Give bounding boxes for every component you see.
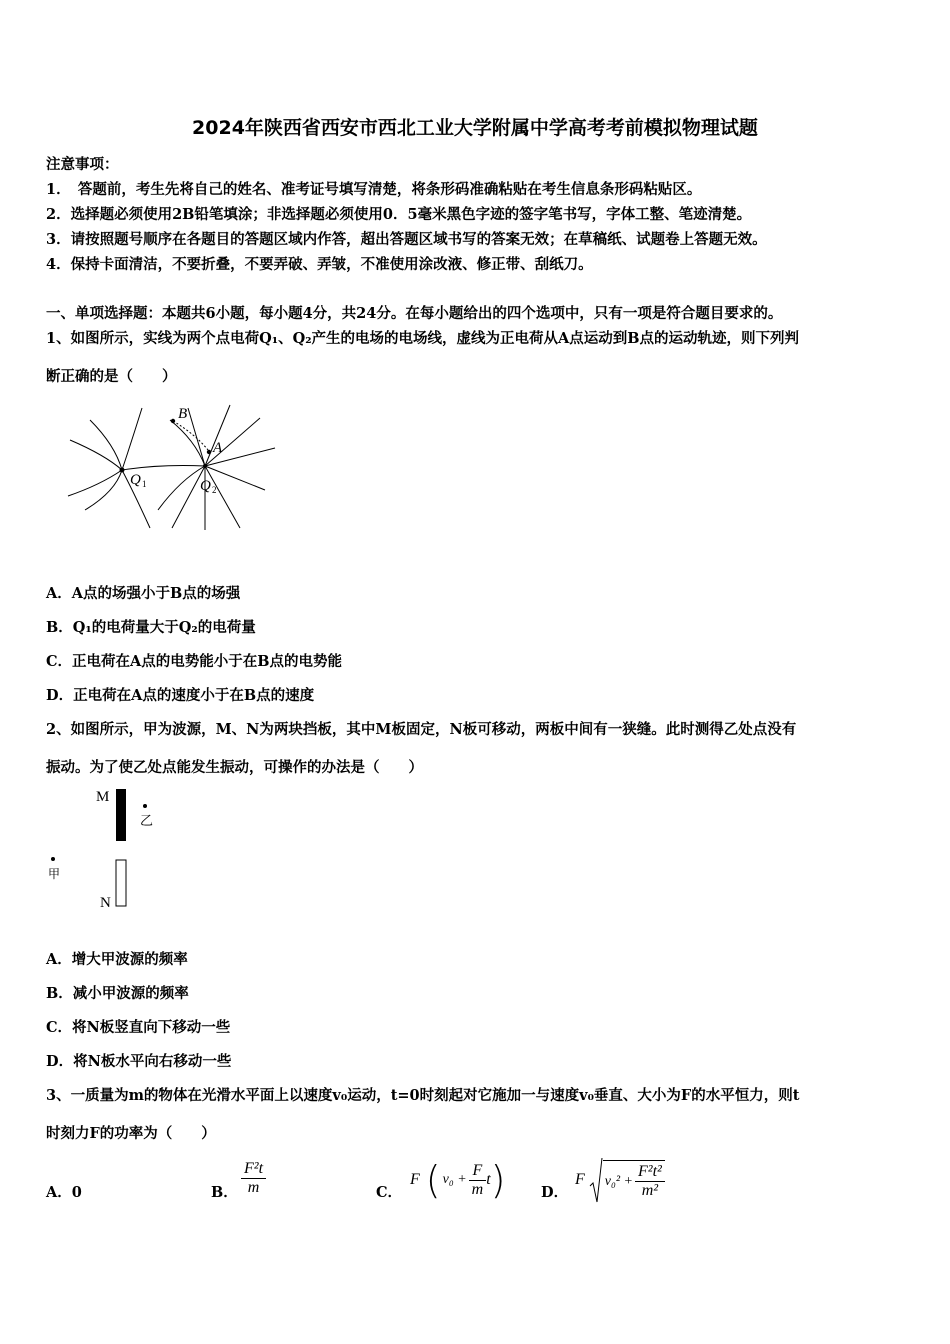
q1-label-a: A: [213, 440, 223, 456]
q3-option-d-label: D．: [541, 1184, 569, 1201]
q1-label-q2: Q: [200, 478, 211, 494]
section-heading: 一、单项选择题：本题共6小题，每小题4分，共24分。在每小题给出的四个选项中，只有一项是符合题目要求的。: [46, 305, 783, 322]
q1-stem-line2: 断正确的是（ ）: [46, 368, 177, 385]
q3-option-b-formula: [241, 1160, 266, 1197]
q2-wave-figure: [44, 785, 164, 913]
q3-stem-line1: 3、一质量为m的物体在光滑水平面上以速度v₀运动，t=0时刻起对它施加一与速度v₀垂直、大小为F的水平恒力，则t: [46, 1087, 800, 1104]
q1-option-c: C．正电荷在A点的电势能小于在B点的电势能: [46, 653, 343, 670]
q3-sqrt-sign: [589, 1156, 603, 1204]
q2-label-m: M: [96, 789, 110, 805]
q1-label-q1: Q: [130, 472, 141, 488]
q2-option-a: A．增大甲波源的频率: [46, 951, 188, 968]
q1-stem-line1: 1、如图所示，实线为两个点电荷Q₁、Q₂产生的电场的电场线，虚线为正电荷从A点运动到B点的运动轨迹，则下列判: [46, 330, 800, 347]
q1-label-q1-sub: 1: [142, 479, 147, 489]
q1-label-b: B: [178, 406, 188, 422]
q3-option-a-value: 0: [71, 1184, 82, 1201]
notice-item-4: 4．保持卡面清洁，不要折叠，不要弄破、弄皱，不准使用涂改液、修正带、刮纸刀。: [46, 256, 593, 273]
q3-option-b-label: B．: [211, 1184, 238, 1201]
q2-option-d: D．将N板水平向右移动一些: [46, 1053, 232, 1070]
notice-item-2: 2．选择题必须使用2B铅笔填涂；非选择题必须使用0．5毫米黑色字迹的签字笔书写，字体工整、笔迹清楚。: [46, 206, 752, 223]
q1-option-d: D．正电荷在A点的速度小于在B点的速度: [46, 687, 315, 704]
q3-option-c-label: C．: [376, 1184, 403, 1201]
q2-stem-line2: 振动。为了使乙处点能发生振动，可操作的办法是（ ）: [46, 759, 423, 776]
q2-option-b: B．减小甲波源的频率: [46, 985, 189, 1002]
q2-option-c: C．将N板竖直向下移动一些: [46, 1019, 231, 1036]
notice-heading: 注意事项：: [46, 156, 119, 173]
q2-label-n: N: [100, 895, 111, 911]
q3-option-b-denominator: m: [247, 1179, 260, 1196]
q1-option-a: A．A点的场强小于B点的场强: [46, 585, 241, 602]
q3-option-d-formula: F v₀² + $\frac{\text{F²t²}}{\text{m²}}$: [575, 1156, 665, 1204]
notice-item-3: 3．请按照题号顺序在各题目的答题区域内作答，超出答题区域书写的答案无效；在草稿纸、试题卷上答题无效。: [46, 231, 767, 248]
q3-option-b-numerator: F²t: [241, 1160, 266, 1179]
q1-option-b: B．Q₁的电荷量大于Q₂的电荷量: [46, 619, 256, 636]
q2-stem-line1: 2、如图所示，甲为波源，M、N为两块挡板，其中M板固定，N板可移动，两板中间有一狭缝。此时测得乙处点没有: [46, 721, 797, 738]
notice-item-1: 1． 答题前，考生先将自己的姓名、准考证号填写清楚，将条形码准确粘贴在考生信息条形码粘贴区。: [46, 181, 702, 198]
q1-label-q2-sub: 2: [212, 485, 217, 495]
q2-board-m: [116, 789, 126, 841]
q3-option-c-formula: F ( v₀ + $\frac{F}{m}$ t ): [410, 1158, 506, 1202]
page-title: 2024年陕西省西安市西北工业大学附属中学高考考前模拟物理试题: [192, 117, 758, 139]
q2-label-jia: 甲: [48, 867, 61, 881]
q2-board-n: [116, 860, 126, 906]
q2-label-yi: 乙: [140, 813, 154, 828]
q1-electric-field-figure: [60, 400, 280, 532]
q3-stem-line2: 时刻力F的功率为（ ）: [46, 1125, 216, 1142]
q3-option-a: A．0: [46, 1184, 82, 1201]
